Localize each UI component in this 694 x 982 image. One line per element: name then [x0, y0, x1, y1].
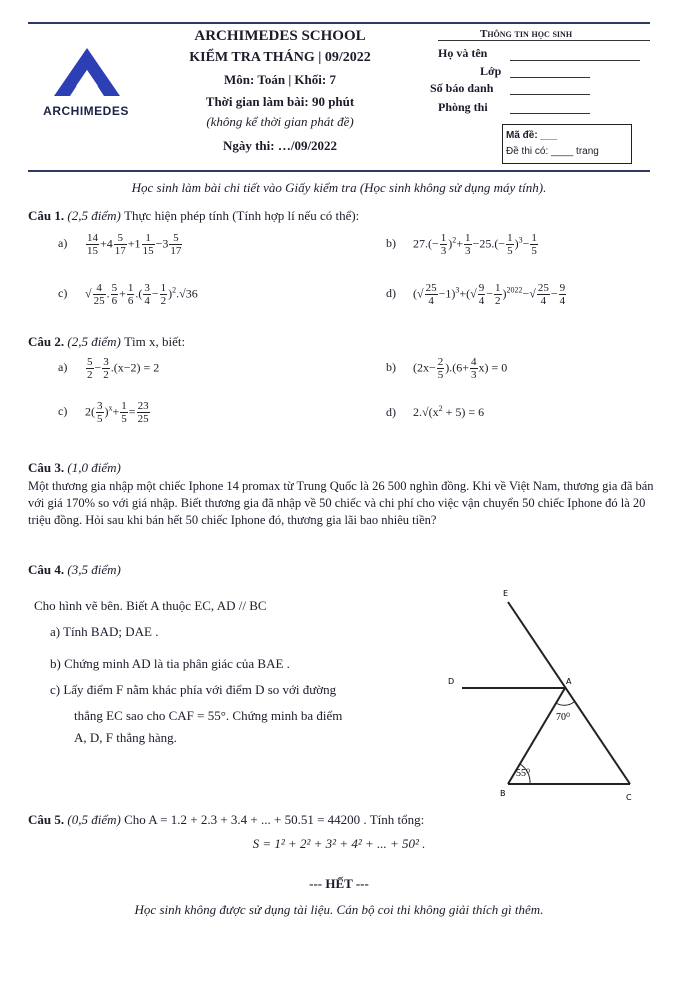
- q4-heading: [28, 562, 121, 578]
- q1c: c) √ $\frac{4}{25}$ . $\frac{5}{6}$ + $\frac{1}{6}$ .( $\frac{3}{4}$ − $\frac{1}{2}$ )$^2$.√36: [58, 282, 198, 307]
- q1d: d) (√ $\frac{25}{4}$ −1)$^3$+(√ $\frac{9}{4}$ − $\frac{1}{2}$ )$^{2022}$−√ $\frac{25}{4}$ − $\frac{9}{4}$: [386, 282, 566, 307]
- exam-code: Mã đề: ___: [506, 130, 558, 141]
- field-room: Phòng thi: [438, 100, 488, 114]
- info-rule: [438, 40, 650, 41]
- field-candidate-blank[interactable]: [510, 94, 590, 95]
- q2d: d) $2.√(x^2 + 5) = 6$: [386, 404, 485, 419]
- info-title: Thông tin học sinh: [480, 28, 573, 40]
- angle-arc-A: [556, 702, 574, 705]
- q1-text: Thực hiện phép tính (Tính hợp lí nếu có thể):: [124, 208, 360, 223]
- field-name: Họ và tên: [438, 46, 488, 60]
- exam-date: Ngày thi: …/09/2022: [222, 138, 338, 153]
- page-count: Đề thi có: ____ trang: [506, 146, 599, 157]
- label-angle-B: 55⁰: [516, 768, 531, 779]
- field-candidate-number: Số báo danh: [430, 81, 494, 95]
- label-C: C: [626, 793, 632, 802]
- q4-points: (3,5 điểm): [67, 562, 121, 577]
- q2-label: Câu 2.: [28, 334, 65, 349]
- field-class: Lớp: [480, 64, 502, 78]
- subject: Môn: Toán | Khối: 7: [224, 72, 336, 87]
- q4-intro: Cho hình vẽ bên. Biết A thuộc EC, AD // BC: [34, 598, 267, 613]
- label-angle-A: 70⁰: [556, 712, 571, 723]
- label-B: B: [500, 789, 506, 798]
- field-class-blank[interactable]: [510, 77, 590, 78]
- header-rule: [28, 170, 650, 172]
- q2b: b) (2x− $\frac{2}{5}$ ).(6+ $\frac{4}{3}$ x) = 0: [386, 356, 508, 381]
- q4c2: thẳng EC sao cho CAF = 55°. Chứng minh ba điểm: [74, 708, 343, 723]
- label-E: E: [503, 589, 509, 598]
- q5-formula: S = 1² + 2² + 3² + 4² + ... + 50² .: [252, 836, 426, 851]
- top-rule: [28, 22, 650, 24]
- label-A: A: [566, 677, 572, 686]
- duration-note: (không kể thời gian phát đề): [206, 114, 354, 129]
- q5-heading: [28, 812, 424, 828]
- q4a: a) Tính BAD; DAE .: [50, 624, 159, 639]
- logo-text: ARCHIMEDES: [43, 104, 129, 118]
- q5-label: Câu 5.: [28, 812, 65, 827]
- q5-text: Cho A = 1.2 + 2.3 + 3.4 + ... + 50.51 = 44200 . Tính tổng:: [124, 812, 425, 827]
- label-D: D: [448, 677, 455, 686]
- instruction: Học sinh làm bài chi tiết vào Giấy kiểm tra (Học sinh không sử dụng máy tính).: [131, 180, 547, 195]
- q2c: c) 2( $\frac{3}{5}$ )$^x$+ $\frac{1}{5}$ = $\frac{23}{25}$: [58, 400, 149, 425]
- q3-text: Một thương gia nhập một chiếc Iphone 14 promax từ Trung Quốc là 26 500 nghìn đồng. Khi về Việt Nam, thương gia đã bán với giá 170% so với giá nhập. Biết thương gia đã nhập về 50 chiếc và chi phí cho việc vận chuyển 50 chiếc Iphone đó là 20 triệu đồng. Hỏi sau khi bán hết 50 chiếc Iphone đó, thương gia lãi bao nhiêu tiền?: [28, 479, 654, 527]
- q3-points: (1,0 điểm): [67, 460, 121, 475]
- geometry-figure: [430, 588, 650, 808]
- exam-title: KIỂM TRA THÁNG | 09/2022: [189, 50, 371, 65]
- q1-heading: [28, 208, 359, 224]
- q2-text: Tìm x, biết:: [124, 334, 186, 349]
- q2-points: (2,5 điểm): [67, 334, 121, 349]
- q5-points: (0,5 điểm): [67, 812, 121, 827]
- logo-icon: [52, 46, 122, 98]
- q2-heading: [28, 334, 185, 350]
- school-name: ARCHIMEDES SCHOOL: [194, 28, 366, 44]
- end-marker: --- HẾT ---: [309, 876, 369, 891]
- q4b: b) Chứng minh AD là tia phân giác của BAE .: [50, 656, 290, 671]
- field-room-blank[interactable]: [510, 113, 590, 114]
- q2a: a) $\frac{5}{2}$ − $\frac{3}{2}$ .(x−2) = 2: [58, 356, 160, 381]
- q1a: a) $\frac{14}{15}$ +4 $\frac{5}{17}$ +1 $\frac{1}{15}$ −3 $\frac{5}{17}$: [58, 232, 182, 257]
- q4c3: A, D, F thẳng hàng.: [74, 730, 177, 745]
- q3-label: Câu 3.: [28, 460, 65, 475]
- line-EC: [508, 602, 630, 784]
- footer-note: Học sinh không được sử dụng tài liệu. Cán bộ coi thi không giải thích gì thêm.: [134, 902, 544, 917]
- field-name-blank[interactable]: [510, 60, 640, 61]
- q4c1: c) Lấy điểm F nằm khác phía với điểm D so với đường: [50, 682, 337, 697]
- q4-label: Câu 4.: [28, 562, 65, 577]
- duration: Thời gian làm bài: 90 phút: [205, 94, 355, 109]
- q1-points: (2,5 điểm): [67, 208, 121, 223]
- q3-heading: [28, 460, 121, 476]
- q1-label: Câu 1.: [28, 208, 65, 223]
- q1b: b) 27.(− $\frac{1}{3}$ )$^2$+ $\frac{1}{3}$ −25.(− $\frac{1}{5}$ )$^3$− $\frac{1}{5}$: [386, 232, 537, 257]
